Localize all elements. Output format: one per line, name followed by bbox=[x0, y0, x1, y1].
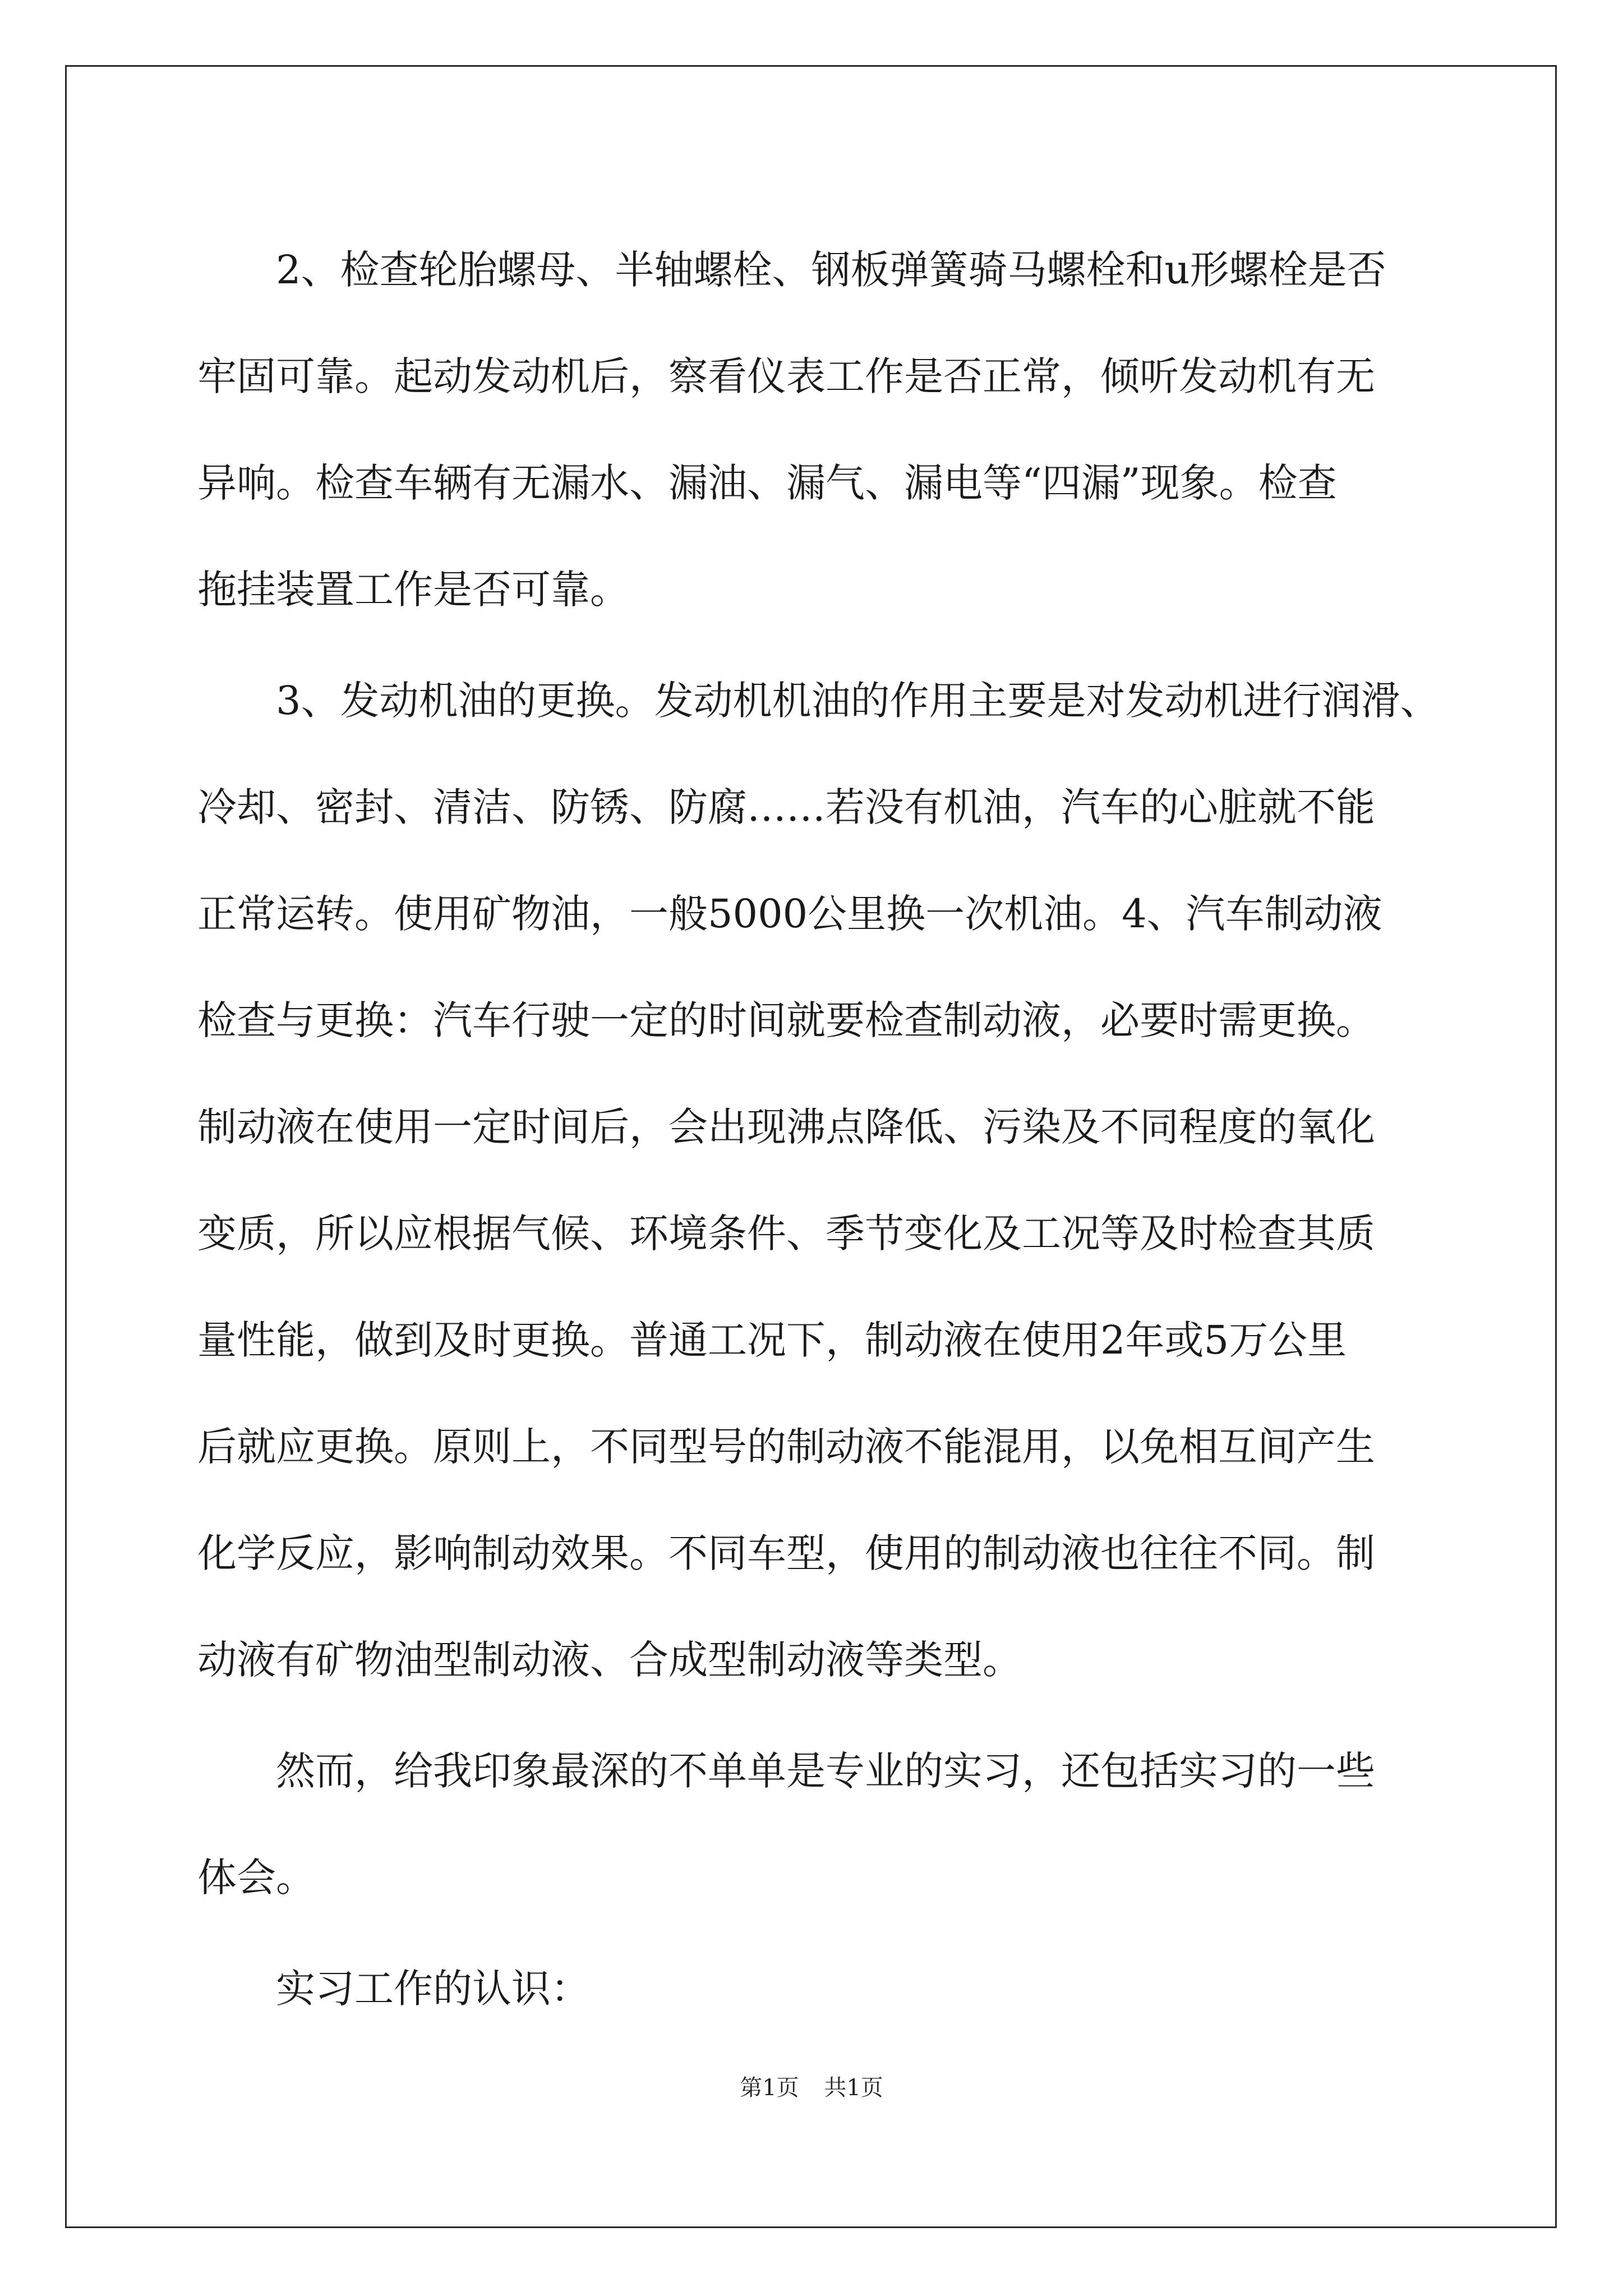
page-footer bbox=[0, 2070, 1623, 2102]
paragraph-2-line-9: 化学反应，影响制动效果。不同车型，使用的制动液也往往不同。制 bbox=[197, 1530, 1375, 1576]
paragraph-1-line-3: 异响。检查车辆有无漏水、漏油、漏气、漏电等“四漏”现象。检查 bbox=[197, 459, 1337, 506]
paragraph-gap bbox=[197, 1710, 1426, 1714]
paragraph-2-line-10: 动液有矿物油型制动液、合成型制动液等类型。 bbox=[197, 1636, 1022, 1683]
paragraph-2-line-3: 正常运转。使用矿物油，一般5000公里换一次机油。4、汽车制动液 bbox=[197, 890, 1382, 937]
paragraph-3-line-1: 然而，给我印象最深的不单单是专业的实习，还包括实习的一些 bbox=[276, 1747, 1375, 1794]
paragraph-1-line-2: 牢固可靠。起动发动机后，察看仪表工作是否正常，倾听发动机有无 bbox=[197, 353, 1375, 399]
paragraph-2-line-7: 量性能，做到及时更换。普通工况下，制动液在使用2年或5万公里 bbox=[197, 1317, 1347, 1363]
paragraph-gap bbox=[197, 1927, 1426, 1932]
page-number-total: 共1页 bbox=[824, 2075, 883, 2101]
paragraph-1-line-1: 2、检查轮胎螺母、半轴螺栓、钢板弹簧骑马螺栓和u形螺栓是否 bbox=[276, 246, 1386, 293]
paragraph-2-line-4: 检查与更换：汽车行驶一定的时间就要检查制动液，必要时需更换。 bbox=[197, 997, 1375, 1043]
paragraph-2-line-8: 后就应更换。原则上，不同型号的制动液不能混用，以免相互间产生 bbox=[197, 1423, 1375, 1470]
page-number-current: 第1页 bbox=[740, 2075, 799, 2101]
paragraph-3-line-2: 体会。 bbox=[197, 1854, 315, 1901]
paragraph-2-line-1: 3、发动机油的更换。发动机机油的作用主要是对发动机进行润滑、 bbox=[276, 677, 1440, 724]
paragraph-2-line-5: 制动液在使用一定时间后，会出现沸点降低、污染及不同程度的氧化 bbox=[197, 1103, 1375, 1150]
paragraph-1-line-4: 拖挂装置工作是否可靠。 bbox=[197, 566, 629, 613]
paragraph-gap bbox=[197, 639, 1426, 644]
document-body bbox=[197, 213, 1440, 2039]
paragraph-2-line-6: 变质，所以应根据气候、环境条件、季节变化及工况等及时检查其质 bbox=[197, 1210, 1375, 1257]
paragraph-4-line-1: 实习工作的认识： bbox=[276, 1965, 590, 2012]
paragraph-2-line-2: 冷却、密封、清洁、防锈、防腐……若没有机油，汽车的心脏就不能 bbox=[197, 784, 1375, 830]
